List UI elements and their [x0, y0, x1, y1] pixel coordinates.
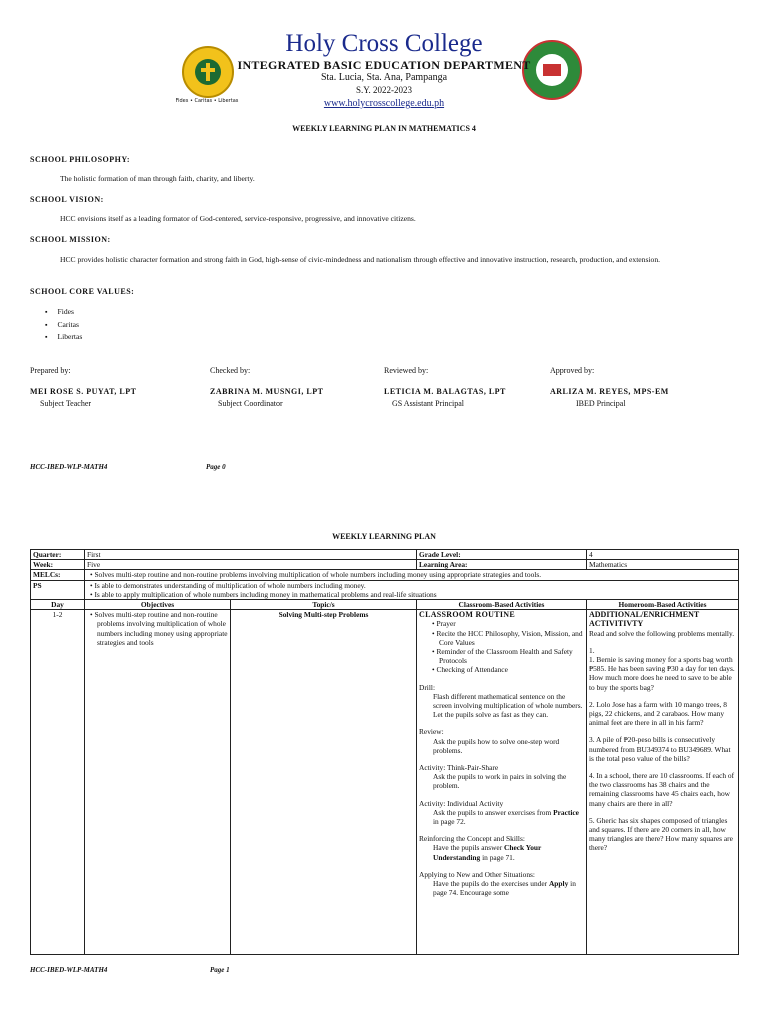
apply-text: Have the pupils do the exercises under Apply in page 74. Encourage some: [433, 879, 576, 898]
problem-number: 1.: [589, 645, 595, 655]
topic-cell: Solving Multi-step Problems: [231, 610, 417, 955]
table-row: [31, 560, 739, 570]
college-name: Holy Cross College: [285, 30, 483, 57]
table-row: [31, 610, 739, 955]
column-header: Classroom-Based Activities: [417, 600, 587, 610]
core-values-list: [45, 306, 82, 344]
grade-label: Grade Level:: [417, 550, 587, 560]
weekly-learning-plan-table: [30, 549, 739, 955]
reviewed-by-title: GS Assistant Principal: [392, 399, 465, 408]
quarter-value: First: [85, 550, 417, 560]
grade-value: 4: [587, 550, 739, 560]
list-item: ▪ Libertas: [45, 331, 82, 344]
column-header: Homeroom-Based Activities: [587, 600, 739, 610]
footer-page-number: Page 1: [210, 966, 230, 974]
checked-by-title: Subject Coordinator: [218, 399, 283, 408]
quarter-label: Quarter:: [31, 550, 85, 560]
routine-heading: CLASSROOM ROUTINE: [419, 610, 516, 620]
page-title: WEEKLY LEARNING PLAN IN MATHEMATICS 4: [292, 124, 476, 133]
vision-heading: SCHOOL VISION:: [30, 195, 104, 204]
list-item: 5. Gheric has six shapes composed of triangles and squares. If there are 20 corners in all, how many triangles are there? How many squares are there?: [589, 815, 733, 853]
homeroom-activities-cell: [587, 610, 739, 955]
table-header-row: [31, 600, 739, 610]
activity-text: Ask the pupils to answer exercises from Practice in page 72.: [433, 807, 579, 827]
list-item: • Reminder of the Classroom Health and Safety Protocols: [432, 647, 573, 666]
philosophy-text: The holistic formation of man through faith, charity, and liberty.: [60, 174, 255, 183]
college-location: Sta. Lucia, Sta. Ana, Pampanga: [320, 72, 448, 83]
enrichment-intro: Read and solve the following problems mentally.: [589, 628, 735, 638]
approved-by-name: ARLIZA M. REYES, MPS-EM: [550, 387, 669, 396]
ps-label: PS: [31, 580, 85, 599]
list-item: • Recite the HCC Philosophy, Vision, Mission, and Core Values: [432, 628, 583, 647]
day-cell: 1-2: [31, 610, 85, 955]
mission-text: HCC provides holistic character formation and strong faith in God, high-sense of civic-mindedness and nationalism through effective and innovative instruction, research, production, and extension.: [60, 255, 661, 264]
philosophy-heading: SCHOOL PHILOSOPHY:: [30, 155, 131, 164]
checked-by-label: Checked by:: [210, 366, 251, 375]
drill-text: Flash different mathematical sentence on the screen involving multiplication of whole numbers. Let the pupils solve as fast as they can.: [433, 691, 583, 720]
area-value: Mathematics: [587, 560, 739, 570]
school-year: S.Y. 2022-2023: [355, 85, 413, 95]
column-header: Day: [31, 600, 85, 610]
prepared-by-name: MEI ROSE S. PUYAT, LPT: [30, 387, 137, 396]
drill-label: Drill:: [419, 682, 436, 692]
enrichment-heading: ADDITIONAL/ENRICHMENT ACTIVITIVTY: [589, 610, 700, 629]
list-item: 3. A pile of ₱20-peso bills is consecutively numbered from BU349374 to BU349689. What is the total peso value of the bills?: [589, 735, 731, 763]
prepared-by-label: Prepared by:: [30, 366, 71, 375]
reviewed-by-label: Reviewed by:: [384, 366, 429, 375]
apply-label: Applying to New and Other Situations:: [419, 869, 535, 879]
week-value: Five: [85, 560, 417, 570]
vision-text: HCC envisions itself as a leading formator of God-centered, service-responsive, progressive, and innovative citizens.: [60, 214, 416, 223]
review-text: Ask the pupils how to solve one-step word problems.: [433, 736, 560, 755]
ps-item: • Is able to apply multiplication of whole numbers including money in mathematical problems and real-life situations: [90, 589, 437, 599]
footer-code: HCC-IBED-WLP-MATH4: [30, 966, 108, 974]
reviewed-by-name: LETICIA M. BALAGTAS, LPT: [384, 387, 506, 396]
list-item: • Prayer: [432, 619, 456, 629]
approved-by-label: Approved by:: [550, 366, 595, 375]
table-row: [31, 570, 739, 580]
website-link[interactable]: www.holycrosscollege.edu.ph: [323, 98, 445, 109]
table-row: [31, 580, 739, 599]
approved-by-title: IBED Principal: [576, 399, 626, 408]
footer-code: HCC-IBED-WLP-MATH4: [30, 463, 108, 471]
activity-text: Ask the pupils to work in pairs in solving the problem.: [433, 772, 567, 791]
classroom-activities-cell: [417, 610, 587, 955]
column-header: Topic/s: [231, 600, 417, 610]
reinforce-text: Have the pupils answer Check Your Understanding in page 71.: [433, 843, 542, 862]
checked-by-name: ZABRINA M. MUSNGI, LPT: [210, 387, 324, 396]
core-values-heading: SCHOOL CORE VALUES:: [30, 287, 135, 296]
review-label: Review:: [419, 727, 444, 737]
mission-heading: SCHOOL MISSION:: [30, 235, 111, 244]
seal-caption: Fides • Caritas • Libertas: [175, 98, 239, 104]
list-item: 4. In a school, there are 10 classrooms. If each of the two classrooms has 38 chairs and the remaining classrooms have 45 chairs each, how many chairs are there in all?: [589, 771, 735, 808]
table-row: [31, 550, 739, 560]
melcs-value: • Solves multi-step routine and non-routine problems involving multiplication of whole numbers including money using appropriate strategies and tools.: [90, 570, 542, 580]
plan-title: WEEKLY LEARNING PLAN: [332, 532, 436, 541]
list-item: • Checking of Attendance: [432, 665, 508, 675]
list-item: 2. Lolo Jose has a farm with 10 mango trees, 8 pigs, 22 chickens, and 2 carabaos. How many animal feet are there in all in his farm?: [589, 699, 727, 728]
week-label: Week:: [31, 560, 85, 570]
department-name: INTEGRATED BASIC EDUCATION DEPARTMENT: [237, 58, 531, 72]
activity-label: Activity: Think-Pair-Share: [419, 763, 499, 773]
column-header: Objectives: [85, 600, 231, 610]
area-label: Learning Area:: [417, 560, 587, 570]
melcs-label: MELCs:: [31, 570, 85, 580]
list-item: ▪ Caritas: [45, 319, 82, 332]
list-item: 1. Bernie is saving money for a sports bag worth ₱585. He has been saving ₱30 a day for ten days. How much more does he need to save to be able to buy the sports bag?: [589, 655, 735, 692]
prepared-by-title: Subject Teacher: [40, 399, 92, 408]
objective-cell: • Solves multi-step routine and non-routine problems involving multiplication of whole numbers including money using appropriate strategies and tools: [90, 610, 228, 647]
reinforce-label: Reinforcing the Concept and Skills:: [419, 834, 525, 844]
list-item: ▪ Fides: [45, 306, 82, 319]
activity-label: Activity: Individual Activity: [419, 798, 504, 808]
ps-item: • Is able to demonstrates understanding of multiplication of whole numbers including money.: [90, 580, 366, 590]
footer-page-number: Page 0: [206, 463, 226, 471]
